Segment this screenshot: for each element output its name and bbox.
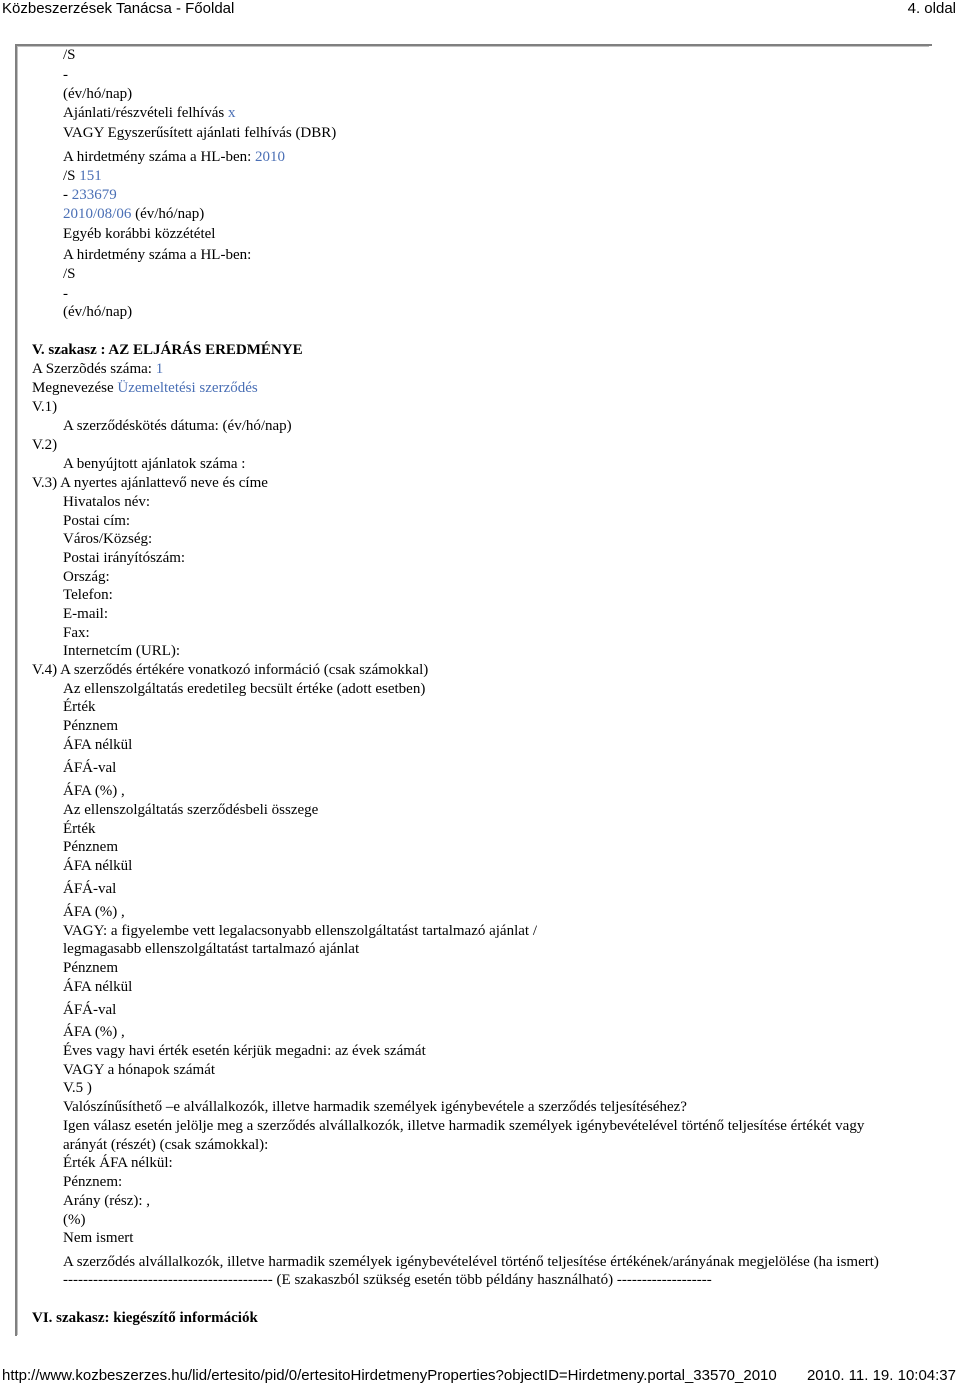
v5-percent-label: (%) — [63, 1212, 86, 1228]
date-2-line — [63, 205, 204, 223]
months-line: VAGY a hónapok számát — [63, 1062, 216, 1078]
contract-name-value: Üzemeltetési szerződés — [117, 380, 258, 396]
v5-label: V.5 ) — [63, 1080, 92, 1096]
section-separator: ------------------------------------------ (E szakaszból szükség esetén több példány használható) ------------------- — [63, 1272, 712, 1288]
with-vat-label: ÁFÁ-val — [63, 881, 117, 897]
slash-s-2-line — [63, 167, 102, 185]
v2-text: A benyújtott ajánlatok száma : — [63, 456, 246, 472]
contract-number-line — [32, 360, 163, 378]
contract-name-line — [32, 379, 258, 397]
date-format-3: (év/hó/nap) — [63, 304, 133, 320]
date-2-unit: (év/hó/nap) — [135, 206, 205, 222]
v1-text: A szerződéskötés dátuma: (év/hó/nap) — [63, 418, 292, 434]
footer-url: http://www.kozbeszerzes.hu/lid/ertesito/pid/0/ertesitoHirdetmenyProperties?objectID=Hirdetmeny.portal_33570_2010 — [2, 1367, 777, 1384]
winner-field: Internetcím (URL): — [63, 643, 181, 659]
v5-currency-label: Pénznem: — [63, 1174, 123, 1190]
alternative-offer-line-2: legmagasabb ellenszolgáltatást tartalmazó ajánlat — [63, 941, 360, 957]
without-vat-label: ÁFA nélkül — [63, 979, 133, 995]
value-label: Érték — [63, 699, 96, 715]
currency-label: Pénznem — [63, 960, 118, 976]
hl-label: A hirdetmény száma a HL-ben: — [63, 149, 252, 165]
contract-name-label: Megnevezése — [32, 380, 114, 396]
dash-2-value: 233679 — [71, 187, 117, 203]
v5-subcontract-note: A szerződés alvállalkozók, illetve harmadik személyek igénybevételével történő teljesítése értékének/arányának megjelölése (ha ismert) — [63, 1254, 879, 1270]
v4-heading: V.4) A szerződés értékére vonatkozó információ (csak számokkal) — [32, 662, 429, 678]
egyeb-line: Egyéb korábbi közzététel — [63, 226, 216, 242]
felhivas-mark: x — [227, 105, 236, 121]
slash-s-2: /S — [63, 168, 76, 184]
vat-percent-label: ÁFA (%) , — [63, 904, 125, 920]
v5-value-label: Érték ÁFA nélkül: — [63, 1155, 173, 1171]
v5-instruction-2: arányát (részét) (csak számokkal): — [63, 1137, 269, 1153]
slash-s-1: /S — [63, 47, 76, 63]
currency-label: Pénznem — [63, 718, 118, 734]
winner-field: E-mail: — [63, 606, 108, 622]
dash-1: - — [63, 67, 68, 83]
vat-percent-label: ÁFA (%) , — [63, 1024, 125, 1040]
date-format-1: (év/hó/nap) — [63, 86, 133, 102]
v3-heading: V.3) A nyertes ajánlattevő neve és címe — [32, 475, 268, 491]
v5-unknown-label: Nem ismert — [63, 1230, 134, 1246]
felhivas-line — [63, 104, 235, 122]
with-vat-label: ÁFÁ-val — [63, 760, 117, 776]
estimated-value-label: Az ellenszolgáltatás eredetileg becsült értéke (adott esetben) — [63, 681, 426, 697]
v5-question: Valószínűsíthető –e alvállalkozók, illetve harmadik személyek igénybevétele a szerződés teljesítéséhez? — [63, 1099, 687, 1115]
page-title: Közbeszerzések Tanácsa - Főoldal — [2, 0, 235, 17]
contract-number-value: 1 — [155, 361, 164, 377]
vat-percent-label: ÁFA (%) , — [63, 783, 125, 799]
contract-number-label: A Szerzõdés száma: — [32, 361, 152, 377]
alternative-offer-line-1: VAGY: a figyelembe vett legalacsonyabb ellenszolgáltatást tartalmazó ajánlat / — [63, 923, 538, 939]
without-vat-label: ÁFA nélkül — [63, 737, 133, 753]
dbr-line: VAGY Egyszerűsített ajánlati felhívás (DBR) — [63, 125, 337, 141]
without-vat-label: ÁFA nélkül — [63, 858, 133, 874]
footer-datetime: 2010. 11. 19. 10:04:37 — [806, 1367, 956, 1384]
v1-label: V.1) — [32, 399, 58, 415]
with-vat-label: ÁFÁ-val — [63, 1002, 117, 1018]
section-5-heading: V. szakasz : AZ ELJÁRÁS EREDMÉNYE — [32, 342, 303, 358]
winner-field: Postai irányítószám: — [63, 550, 186, 566]
v2-label: V.2) — [32, 437, 58, 453]
v5-instruction-1: Igen válasz esetén jelölje meg a szerződés alvállalkozók, illetve harmadik személyek igénybevételével történő teljesítése értékét vagy — [63, 1118, 865, 1134]
dash-2: - — [63, 187, 68, 203]
slash-s-3: /S — [63, 266, 76, 282]
date-2-value: 2010/08/06 — [63, 206, 132, 222]
slash-s-2-value: 151 — [79, 168, 102, 184]
winner-field: Fax: — [63, 625, 90, 641]
dash-2-line — [63, 186, 117, 204]
winner-field: Postai cím: — [63, 513, 131, 529]
currency-label: Pénznem — [63, 839, 118, 855]
contract-sum-label: Az ellenszolgáltatás szerződésbeli összege — [63, 802, 319, 818]
value-label: Érték — [63, 821, 96, 837]
page-number: 4. oldal — [907, 0, 956, 17]
winner-field: Hivatalos név: — [63, 494, 151, 510]
winner-field: Város/Község: — [63, 531, 153, 547]
winner-field: Ország: — [63, 569, 110, 585]
dash-3: - — [63, 286, 68, 302]
winner-field: Telefon: — [63, 587, 113, 603]
annual-value-line: Éves vagy havi érték esetén kérjük megadni: az évek számát — [63, 1043, 426, 1059]
hl-year: 2010 — [255, 149, 286, 165]
section-6-heading: VI. szakasz: kiegészítő információk — [32, 1310, 258, 1326]
v5-ratio-label: Arány (rész): , — [63, 1193, 151, 1209]
felhivas-label: Ajánlati/részvételi felhívás — [63, 105, 225, 121]
hl-number-line — [63, 148, 285, 166]
hl-number-line-2: A hirdetmény száma a HL-ben: — [63, 247, 252, 263]
